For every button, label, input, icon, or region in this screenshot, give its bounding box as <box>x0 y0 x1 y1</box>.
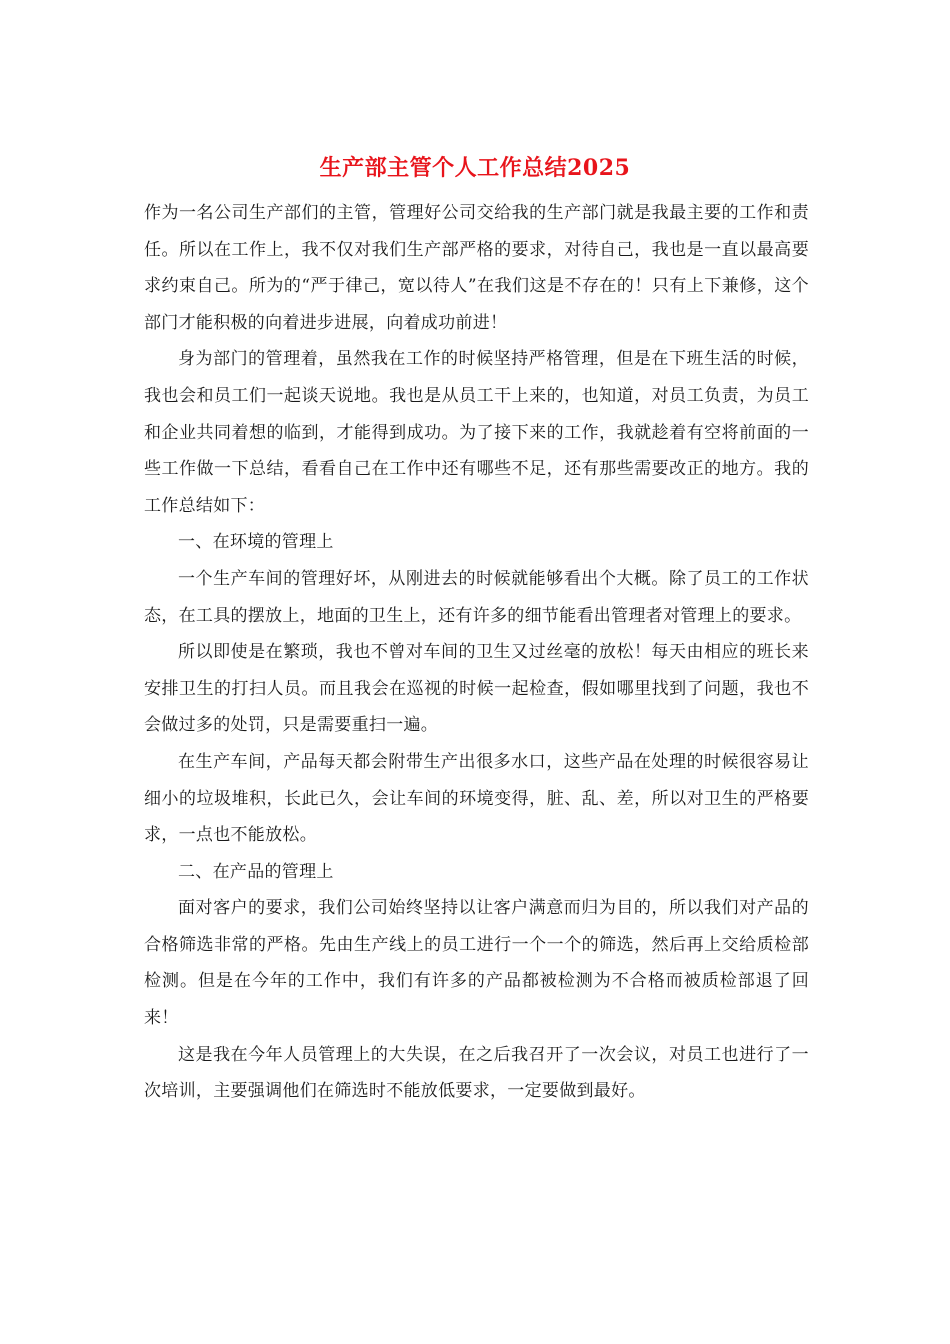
paragraph-workshop-management: 一个生产车间的管理好坏，从刚进去的时候就能够看出个大概。除了员工的工作状态，在工具的摆放上，地面的卫生上，还有许多的细节能看出管理者对管理上的要求。 <box>144 568 809 626</box>
paragraph-manager-role: 身为部门的管理着，虽然我在工作的时候坚持严格管理，但是在下班生活的时候，我也会和员工们一起谈天说地。我也是从员工干上来的，也知道，对员工负责，为员工和企业共同着想的临到，才能得到成功。为了接下来的工作，我就趁着有空将前面的一些工作做一下总结，看看自己在工作中还有哪些不足，还有那些需要改正的地方。我的工作总结如下： <box>144 349 809 516</box>
paragraph-intro: 作为一名公司生产部们的主管，管理好公司交给我的生产部门就是我最主要的工作和责任。所以在工作上，我不仅对我们生产部严格的要求，对待自己，我也是一直以最高要求约束自己。所为的“严于律己，宽以待人”在我们这是不存在的！只有上下兼修，这个部门才能积极的向着进步进展，向着成功前进！ <box>144 203 809 333</box>
paragraph-workshop-cleanliness: 在生产车间，产品每天都会附带生产出很多水口，这些产品在处理的时候很容易让细小的垃圾堆积，长此已久，会让车间的环境变得，脏、乱、差，所以对卫生的严格要求，一点也不能放松。 <box>144 751 809 846</box>
paragraph-quality-screening: 面对客户的要求，我们公司始终坚持以让客户满意而归为目的，所以我们对产品的合格筛选非常的严格。先由生产线上的员工进行一个一个的筛选，然后再上交给质检部检测。但是在今年的工作中，我们有许多的产品都被检测为不合格而被质检部退了回来！ <box>144 898 809 1029</box>
document-body <box>144 195 809 1110</box>
paragraph-training: 这是我在今年人员管理上的大失误，在之后我召开了一次会议，对员工也进行了一次培训，主要强调他们在筛选时不能放低要求，一定要做到最好。 <box>144 1044 809 1102</box>
section-heading-environment: 一、在环境的管理上 <box>178 532 334 553</box>
paragraph-hygiene-inspection: 所以即使是在繁琐，我也不曾对车间的卫生又过丝毫的放松！每天由相应的班长来安排卫生的打扫人员。而且我会在巡视的时候一起检查，假如哪里找到了问题，我也不会做过多的处罚，只是需要重扫一遍。 <box>144 642 809 736</box>
section-heading-product: 二、在产品的管理上 <box>178 861 334 882</box>
document-title: 生产部主管个人工作总结2025 <box>319 155 631 181</box>
